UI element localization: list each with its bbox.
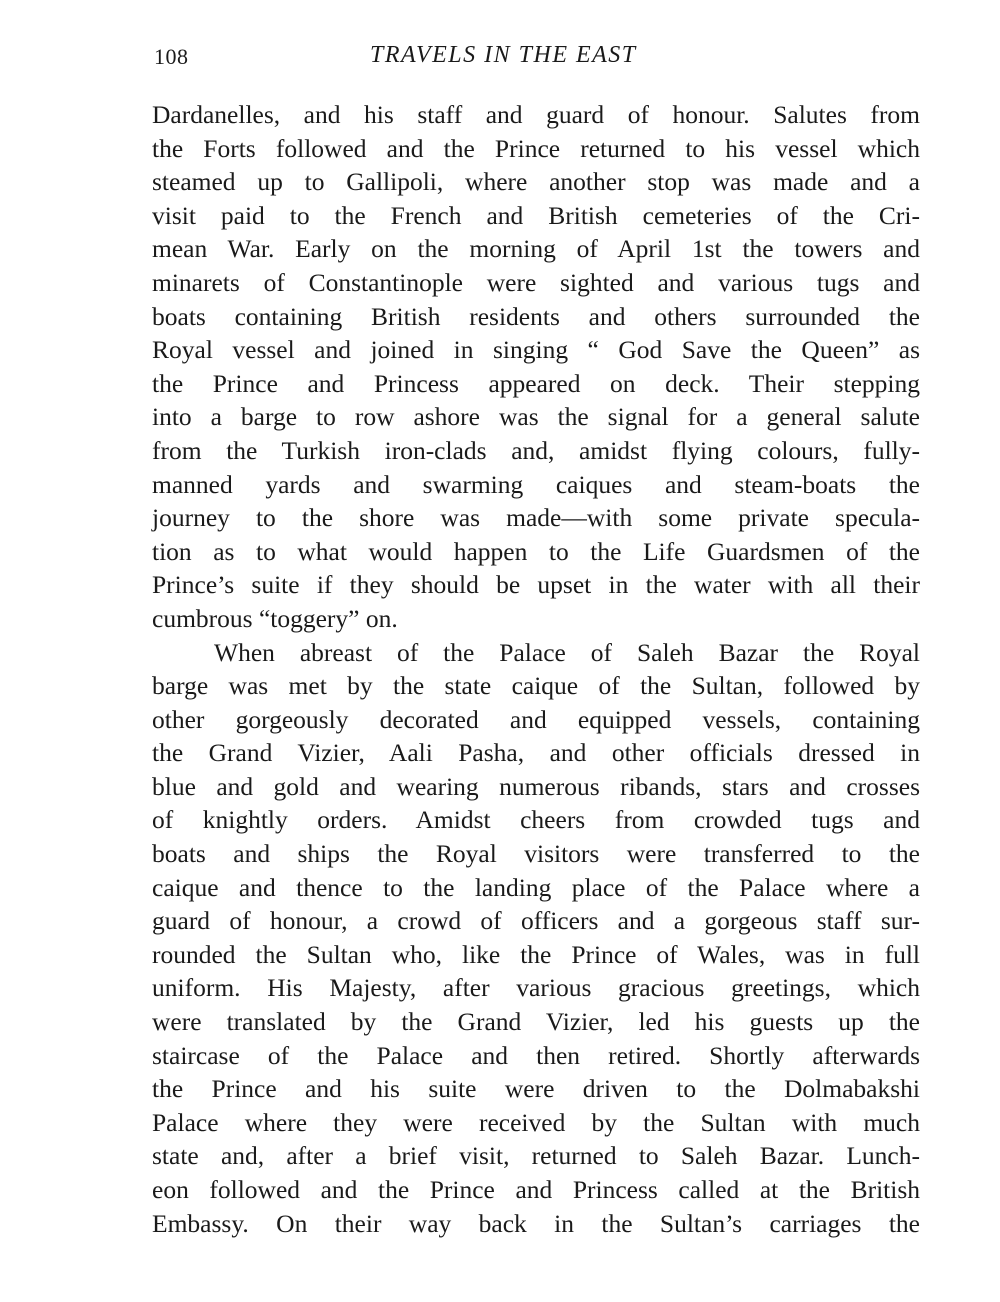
text-line: blue and gold and wearing numerous ribands, stars and crosses (152, 771, 920, 801)
text-line: Palace where they were received by the Sultan with much (152, 1107, 920, 1137)
text-line: visit paid to the French and British cemeteries of the Cri- (152, 200, 920, 230)
text-line: guard of honour, a crowd of officers and a gorgeous staff sur- (152, 906, 920, 936)
text-line: barge was met by the state caique of the Sultan, followed by (152, 671, 920, 701)
text-line: the Prince and his suite were driven to the Dolmabakshi (152, 1074, 920, 1104)
text-line: minarets of Constantinople were sighted and various tugs and (152, 267, 920, 297)
text-line: mean War. Early on the morning of April 1st the towers and (152, 234, 920, 264)
text-line: Royal vessel and joined in singing “ God Save the Queen” as (152, 335, 920, 365)
text-line: caique and thence to the landing place of the Palace where a (152, 872, 920, 902)
text-line: When abreast of the Palace of Saleh Bazar the Royal (214, 637, 920, 667)
text-line: Embassy. On their way back in the Sultan’s carriages the (152, 1208, 920, 1238)
text-line: Prince’s suite if they should be upset in the water with all their (152, 570, 920, 600)
text-line: boats containing British residents and others surrounded the (152, 301, 920, 331)
text-line: state and, after a brief visit, returned to Saleh Bazar. Lunch- (152, 1141, 920, 1171)
running-title: TRAVELS IN THE EAST (370, 42, 637, 68)
text-line: boats and ships the Royal visitors were transferred to the (152, 839, 920, 869)
text-line: into a barge to row ashore was the signal for a general salute (152, 402, 920, 432)
text-line: cumbrous “toggery” on. (152, 603, 398, 633)
text-line: from the Turkish iron-clads and, amidst flying colours, fully- (152, 435, 920, 465)
text-line: were translated by the Grand Vizier, led his guests up the (152, 1007, 920, 1037)
text-line: tion as to what would happen to the Life Guardsmen of the (152, 536, 920, 566)
page-number: 108 (154, 44, 189, 69)
text-line: the Grand Vizier, Aali Pasha, and other officials dressed in (152, 738, 920, 768)
paragraph (152, 636, 920, 1241)
text-line: staircase of the Palace and then retired. Shortly afterwards (152, 1040, 920, 1070)
text-line: uniform. His Majesty, after various gracious greetings, which (152, 973, 920, 1003)
text-line: journey to the shore was made—with some private specula- (152, 503, 920, 533)
text-line: manned yards and swarming caiques and steam-boats the (152, 469, 920, 499)
text-line: the Prince and Princess appeared on deck. Their stepping (152, 368, 920, 398)
body-text (152, 98, 920, 1240)
text-line: eon followed and the Prince and Princess called at the British (152, 1175, 920, 1204)
text-line: steamed up to Gallipoli, where another stop was made and a (152, 167, 920, 197)
text-line: Dardanelles, and his staff and guard of honour. Salutes from (152, 100, 920, 129)
text-line: rounded the Sultan who, like the Prince of Wales, was in full (152, 939, 920, 969)
text-line: of knightly orders. Amidst cheers from crowded tugs and (152, 805, 920, 835)
paragraph (152, 98, 920, 636)
text-line: the Forts followed and the Prince returned to his vessel which (152, 133, 920, 163)
text-line: other gorgeously decorated and equipped vessels, containing (152, 704, 920, 734)
